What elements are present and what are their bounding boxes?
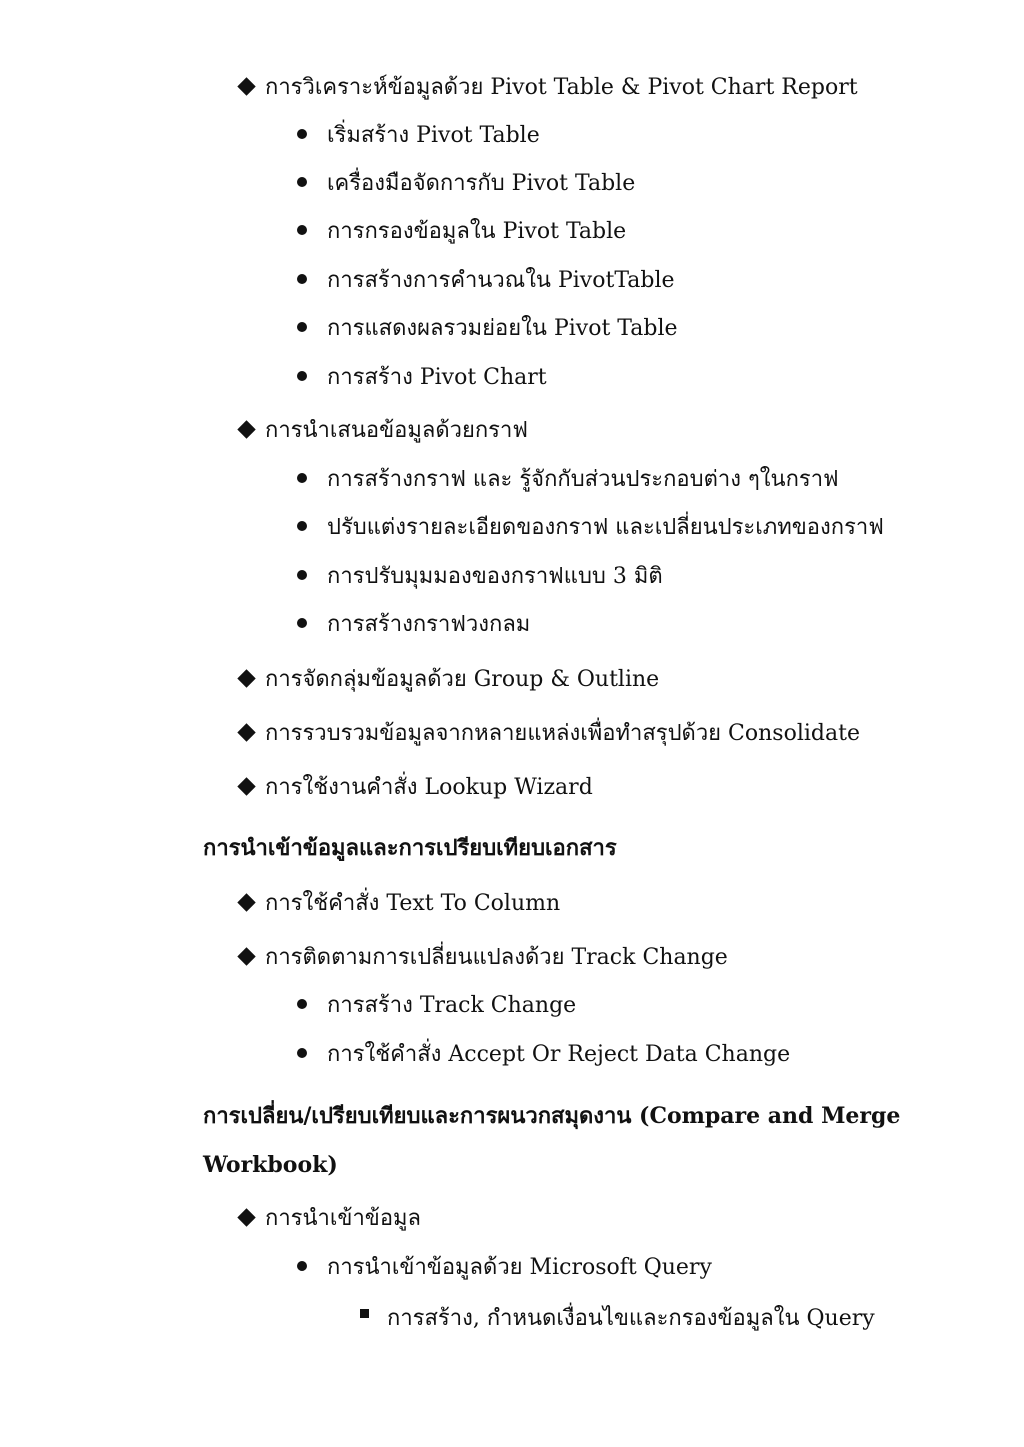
- list-item-text: การแสดงผลรวมย่อยใน Pivot Table: [327, 316, 678, 341]
- list-item-text: การสร้างกราฟ และ รู้จักกับส่วนประกอบต่าง ๆในกราฟ: [327, 467, 839, 492]
- section-group-outline: [240, 665, 659, 695]
- diamond-bullet-icon: [237, 77, 255, 95]
- list-item: [297, 121, 540, 151]
- list-item-text: การสร้างกราฟวงกลม: [327, 612, 531, 637]
- list-item-text: การใช้คำสั่ง Accept Or Reject Data Change: [327, 1042, 791, 1067]
- section-title: การนำเสนอข้อมูลด้วยกราฟ: [265, 418, 528, 443]
- section-title: การใช้งานคำสั่ง Lookup Wizard: [265, 775, 593, 800]
- section-title: การใช้คำสั่ง Text To Column: [265, 891, 561, 916]
- list-item-text: ปรับแต่งรายละเอียดของกราฟ และเปลี่ยนประเภทของกราฟ: [327, 515, 884, 540]
- round-bullet-icon: [297, 521, 307, 531]
- list-item: [297, 562, 663, 592]
- list-item: [297, 513, 884, 543]
- section-title: การนำเข้าข้อมูล: [265, 1206, 422, 1231]
- list-item: [297, 991, 576, 1021]
- section-pivot-table: [240, 73, 858, 103]
- round-bullet-icon: [297, 274, 307, 284]
- heading-compare-merge-line2: Workbook): [203, 1152, 338, 1178]
- section-title: การวิเคราะห์ข้อมูลด้วย Pivot Table & Pivot Chart Report: [265, 75, 858, 100]
- section-charts: [240, 416, 528, 446]
- section-lookup-wizard: [240, 773, 593, 803]
- round-bullet-icon: [297, 618, 307, 628]
- round-bullet-icon: [297, 473, 307, 483]
- round-bullet-icon: [297, 570, 307, 580]
- section-text-to-column: [240, 889, 560, 919]
- section-track-change: [240, 943, 728, 973]
- diamond-bullet-icon: [237, 420, 255, 438]
- round-bullet-icon: [297, 225, 307, 235]
- list-item-text: การสร้างการคำนวณใน PivotTable: [327, 268, 675, 293]
- round-bullet-icon: [297, 177, 307, 187]
- list-item-text: การสร้าง Track Change: [327, 993, 577, 1018]
- round-bullet-icon: [297, 129, 307, 139]
- list-item: [297, 465, 839, 495]
- section-consolidate: [240, 719, 860, 749]
- list-item: [297, 363, 547, 393]
- round-bullet-icon: [297, 1048, 307, 1058]
- list-item: [297, 610, 530, 640]
- diamond-bullet-icon: [237, 1208, 255, 1226]
- square-bullet-icon: [360, 1309, 369, 1318]
- list-item-text: การปรับมุมมองของกราฟแบบ 3 มิติ: [327, 564, 663, 589]
- list-item: [297, 169, 635, 199]
- list-item-text: การกรองข้อมูลใน Pivot Table: [327, 219, 627, 244]
- diamond-bullet-icon: [237, 947, 255, 965]
- list-item: [297, 1040, 790, 1070]
- sub-list-item: [360, 1304, 875, 1334]
- diamond-bullet-icon: [237, 893, 255, 911]
- section-import-data: [240, 1204, 421, 1234]
- list-item: [297, 1253, 712, 1283]
- round-bullet-icon: [297, 371, 307, 381]
- list-item: [297, 266, 675, 296]
- heading-import-compare: การนำเข้าข้อมูลและการเปรียบเทียบเอกสาร: [203, 835, 617, 861]
- list-item-text: เครื่องมือจัดการกับ Pivot Table: [327, 171, 636, 196]
- section-title: การรวบรวมข้อมูลจากหลายแหล่งเพื่อทำสรุปด้วย Consolidate: [265, 721, 860, 746]
- list-item-text: การสร้าง, กำหนดเงื่อนไขและกรองข้อมูลใน Query: [387, 1306, 875, 1331]
- round-bullet-icon: [297, 1261, 307, 1271]
- list-item-text: เริ่มสร้าง Pivot Table: [327, 123, 540, 148]
- list-item-text: การนำเข้าข้อมูลด้วย Microsoft Query: [327, 1255, 712, 1280]
- list-item: [297, 314, 678, 344]
- diamond-bullet-icon: [237, 669, 255, 687]
- list-item: [297, 217, 626, 247]
- round-bullet-icon: [297, 322, 307, 332]
- round-bullet-icon: [297, 999, 307, 1009]
- section-title: การติดตามการเปลี่ยนแปลงด้วย Track Change: [265, 945, 728, 970]
- list-item-text: การสร้าง Pivot Chart: [327, 365, 547, 390]
- diamond-bullet-icon: [237, 723, 255, 741]
- section-title: การจัดกลุ่มข้อมูลด้วย Group & Outline: [265, 667, 660, 692]
- heading-compare-merge-line1: การเปลี่ยน/เปรียบเทียบและการผนวกสมุดงาน (Compare and Merge: [203, 1103, 901, 1129]
- diamond-bullet-icon: [237, 777, 255, 795]
